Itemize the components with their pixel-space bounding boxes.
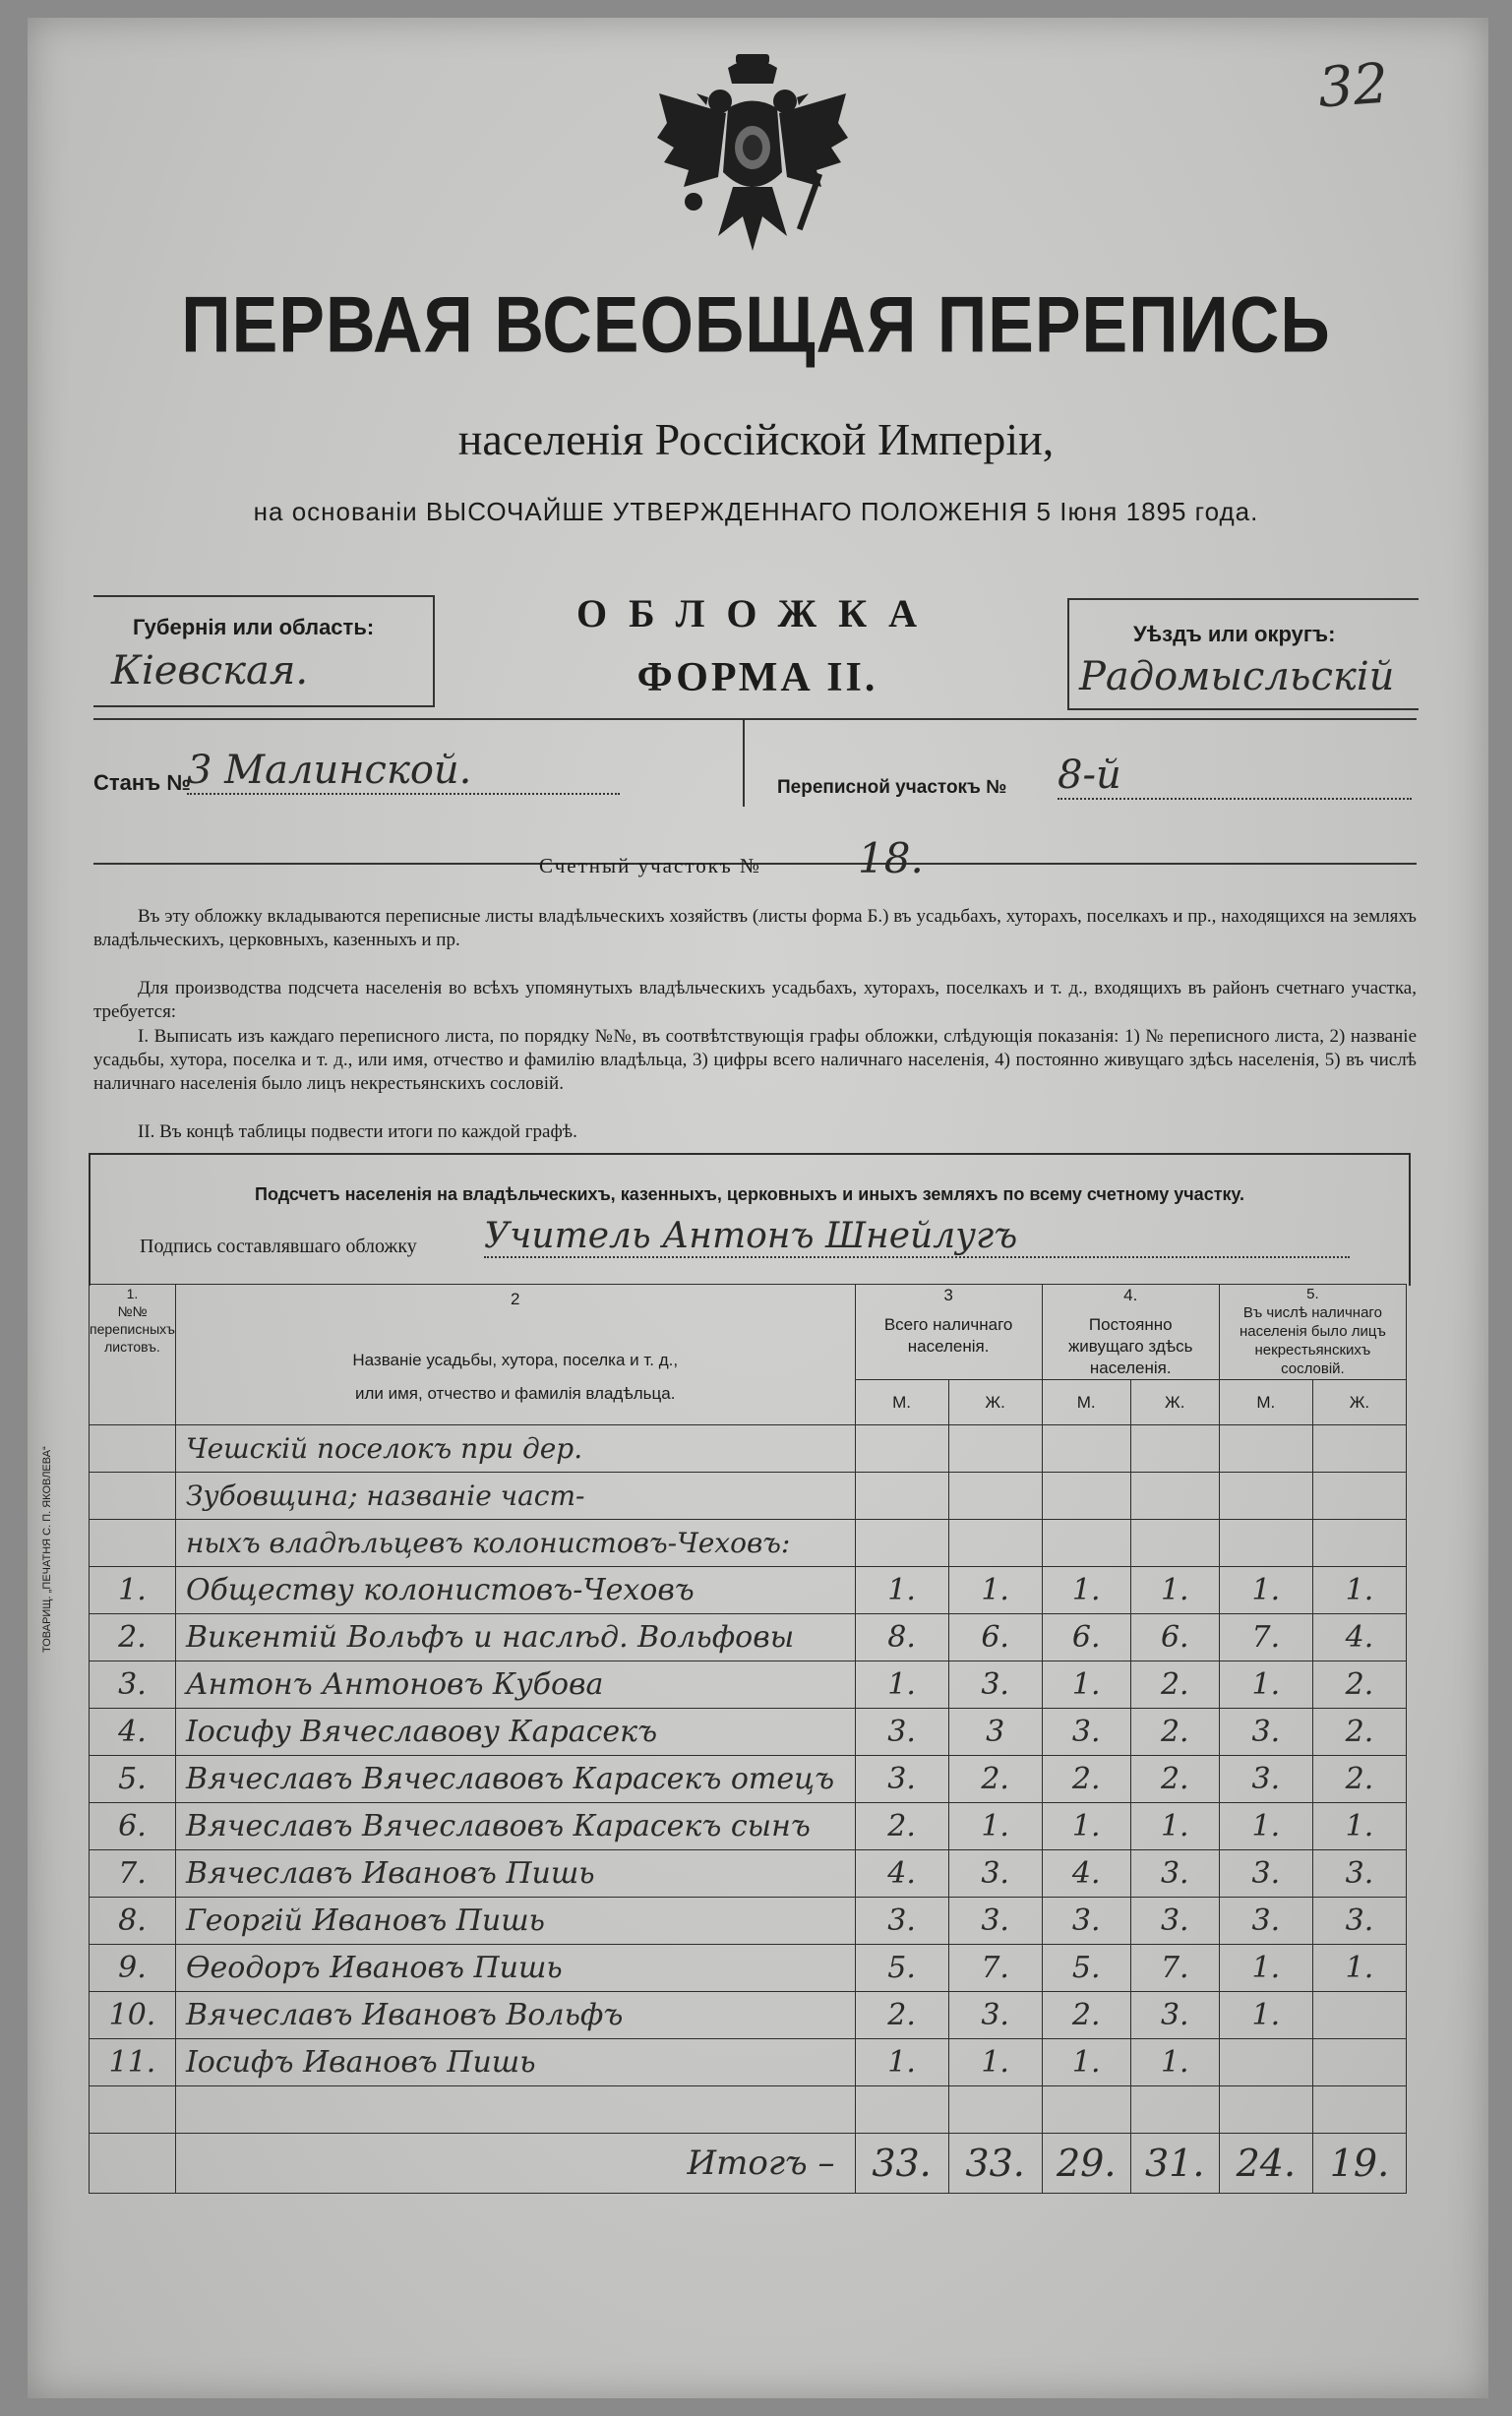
empty-value-cell <box>1312 1520 1406 1567</box>
col1-header: 1. №№ переписныхъ листовъ. <box>90 1285 176 1425</box>
uezd-label: Уѣздъ или округъ: <box>1133 622 1336 646</box>
col5-header: 5. Въ числѣ наличнаго населенія было лицъ некрестьянскихъ сословій. <box>1219 1285 1406 1380</box>
table-row <box>90 1756 1407 1803</box>
empty-number-cell <box>90 1425 176 1473</box>
table-intro-row <box>90 1473 1407 1520</box>
population-value: 2. <box>1130 1709 1219 1756</box>
population-value: 3. <box>1312 1898 1406 1945</box>
population-value: 1. <box>1219 1661 1312 1709</box>
population-value: 5. <box>1042 1945 1130 1992</box>
population-value: 1. <box>948 1567 1042 1614</box>
empty-value-cell <box>1042 1520 1130 1567</box>
total-value: 33. <box>948 2134 1042 2194</box>
population-value: 1. <box>1130 2039 1219 2086</box>
population-value <box>1312 2039 1406 2086</box>
instructions-paragraph-2: Для производства подсчета населенія во всѣхъ упомянутыхъ владѣльческихъ усадьбахъ, хуторахъ, поселкахъ и т. д., входящихъ въ районъ счетнаго участка, требуется: <box>93 978 1417 1022</box>
document-subtitle: населенія Россійской Имперіи, <box>457 414 1055 464</box>
schetny-label: Счетный участокъ № <box>539 854 762 877</box>
empty-number-cell <box>90 2134 176 2194</box>
owner-name: Антонъ Антоновъ Кубова <box>175 1661 855 1709</box>
population-value: 2. <box>1130 1661 1219 1709</box>
oblozhka-heading: ОБЛОЖКА <box>576 591 938 635</box>
total-value: 31. <box>1130 2134 1219 2194</box>
empty-value-cell <box>948 1473 1042 1520</box>
population-value: 3. <box>1130 1850 1219 1898</box>
empty-value-cell <box>1219 1425 1312 1473</box>
empty-value-cell <box>1130 2086 1219 2134</box>
census-table <box>89 1284 1407 2194</box>
population-value: 6. <box>1042 1614 1130 1661</box>
total-value: 29. <box>1042 2134 1130 2194</box>
row-number: 2. <box>90 1614 176 1661</box>
col2-header: 2 Названіе усадьбы, хутора, поселка и т. д., или имя, отчество и фамилія владѣльца. <box>175 1285 855 1425</box>
table-blank-row <box>90 2086 1407 2134</box>
row-number: 10. <box>90 1992 176 2039</box>
stan-label: Станъ № <box>93 770 191 795</box>
table-intro-row <box>90 1520 1407 1567</box>
population-value: 2. <box>1042 1756 1130 1803</box>
row-number: 7. <box>90 1850 176 1898</box>
district-divider <box>743 718 745 807</box>
empty-value-cell <box>1312 2086 1406 2134</box>
table-row <box>90 1850 1407 1898</box>
table-row <box>90 2039 1407 2086</box>
population-value: 1. <box>1219 1992 1312 2039</box>
table-row <box>90 1945 1407 1992</box>
empty-value-cell <box>948 1520 1042 1567</box>
population-value: 1. <box>1219 1945 1312 1992</box>
population-value <box>1312 1992 1406 2039</box>
population-value: 1. <box>1130 1567 1219 1614</box>
population-value <box>1219 2039 1312 2086</box>
population-value: 2. <box>1130 1756 1219 1803</box>
col5-m: М. <box>1219 1380 1312 1425</box>
empty-number-cell <box>90 1473 176 1520</box>
instructions-paragraph-3: I. Выписать изъ каждаго переписного листа, по порядку №№, въ соотвѣтствующія графы обложки, слѣдующія показанія: 1) № переписного листа, 2) названіе усадьбы, хутора, поселка и т. д., или имя, отчество и фамилію владѣльца, 3) цифры всего наличнаго населенія, 4) постоянно живущаго здѣсь населенія, 5) въ числѣ наличнаго населенія было лицъ некрестьянскихъ сословій. <box>93 1026 1417 1094</box>
schetny-value: 18. <box>858 834 924 882</box>
population-value: 2. <box>1042 1992 1130 2039</box>
table-row <box>90 1803 1407 1850</box>
total-label: Итогъ – <box>175 2134 855 2194</box>
population-value: 1. <box>855 2039 948 2086</box>
population-value: 3. <box>855 1709 948 1756</box>
instructions-paragraph-4: II. Въ концѣ таблицы подвести итоги по каждой графѣ. <box>138 1121 577 1142</box>
instructions-paragraph-1: Въ эту обложку вкладываются переписные листы владѣльческихъ хозяйствъ (листы форма Б.) въ усадьбахъ, хуторахъ, поселкахъ и пр., находящихся на земляхъ владѣльческихъ, церковныхъ, казенныхъ и пр. <box>93 906 1417 950</box>
owner-name: Викентій Вольфъ и наслѣд. Вольфовы <box>175 1614 855 1661</box>
table-caption-area <box>89 1153 1411 1286</box>
population-value: 3. <box>948 1661 1042 1709</box>
population-value: 3. <box>1312 1850 1406 1898</box>
population-value: 1. <box>1219 1567 1312 1614</box>
owner-name: Вячеславъ Вячеславовъ Карасекъ отецъ <box>175 1756 855 1803</box>
intro-line: Зубовщина; названіе част- <box>175 1473 855 1520</box>
empty-value-cell <box>855 1520 948 1567</box>
table-row <box>90 1567 1407 1614</box>
population-value: 1. <box>1312 1803 1406 1850</box>
population-value: 1. <box>1219 1803 1312 1850</box>
col4-m: М. <box>1042 1380 1130 1425</box>
owner-name: Обществу колонистовъ-Чеховъ <box>175 1567 855 1614</box>
population-value: 3. <box>1219 1850 1312 1898</box>
population-value: 3 <box>948 1709 1042 1756</box>
population-value: 4. <box>1042 1850 1130 1898</box>
table-row <box>90 1709 1407 1756</box>
row-number: 3. <box>90 1661 176 1709</box>
population-value: 2. <box>1312 1709 1406 1756</box>
empty-value-cell <box>1042 1425 1130 1473</box>
perepisnoy-label: Переписной участокъ № <box>777 777 1007 798</box>
empty-value-cell <box>855 1473 948 1520</box>
population-value: 1. <box>1042 1567 1130 1614</box>
row-number: 1. <box>90 1567 176 1614</box>
empty-value-cell <box>1219 2086 1312 2134</box>
population-value: 3. <box>948 1850 1042 1898</box>
uezd-box <box>1067 598 1419 710</box>
gubernia-label: Губернія или область: <box>133 615 375 639</box>
table-row <box>90 1898 1407 1945</box>
signature-value: Учитель Антонъ Шнейлугъ <box>484 1216 1350 1258</box>
population-value: 3. <box>855 1756 948 1803</box>
population-value: 3. <box>948 1992 1042 2039</box>
empty-value-cell <box>1042 2086 1130 2134</box>
empty-value-cell <box>948 1425 1042 1473</box>
population-value: 3. <box>1219 1898 1312 1945</box>
empty-value-cell <box>1130 1425 1219 1473</box>
population-value: 4. <box>1312 1614 1406 1661</box>
empty-name-cell <box>175 2086 855 2134</box>
population-value: 2. <box>855 1992 948 2039</box>
population-value: 5. <box>855 1945 948 1992</box>
population-value: 3. <box>1219 1709 1312 1756</box>
col4-zh: Ж. <box>1130 1380 1219 1425</box>
population-value: 3. <box>1130 1898 1219 1945</box>
total-value: 19. <box>1312 2134 1406 2194</box>
owner-name: Ѳеодоръ Ивановъ Пишь <box>175 1945 855 1992</box>
empty-value-cell <box>1219 1520 1312 1567</box>
population-value: 6. <box>1130 1614 1219 1661</box>
row-number: 6. <box>90 1803 176 1850</box>
owner-name: Вячеславъ Ивановъ Вольфъ <box>175 1992 855 2039</box>
population-value: 3. <box>1042 1898 1130 1945</box>
page-number: 32 <box>1315 51 1391 121</box>
imperial-eagle-emblem <box>649 54 856 266</box>
total-value: 33. <box>855 2134 948 2194</box>
table-row <box>90 1614 1407 1661</box>
intro-line: ныхъ владѣльцевъ колонистовъ-Чеховъ: <box>175 1520 855 1567</box>
totals-row <box>90 2134 1407 2194</box>
empty-value-cell <box>855 2086 948 2134</box>
population-value: 1. <box>948 2039 1042 2086</box>
perepisnoy-value: 8-й <box>1058 753 1412 800</box>
empty-value-cell <box>948 2086 1042 2134</box>
legal-basis: на основаніи ВЫСОЧАЙШЕ УТВЕРЖДЕННАГО ПОЛОЖЕНІЯ 5 Іюня 1895 года. <box>253 497 1259 526</box>
col3-zh: Ж. <box>948 1380 1042 1425</box>
empty-value-cell <box>1219 1473 1312 1520</box>
gubernia-value: Кіевская. <box>111 648 309 694</box>
table-row <box>90 1661 1407 1709</box>
population-value: 1. <box>1312 1945 1406 1992</box>
population-value: 3. <box>855 1898 948 1945</box>
population-value: 1. <box>855 1567 948 1614</box>
col3-header: 3 Всего наличнаго населенія. <box>855 1285 1042 1380</box>
population-value: 7. <box>1219 1614 1312 1661</box>
col5-zh: Ж. <box>1312 1380 1406 1425</box>
col3-m: М. <box>855 1380 948 1425</box>
population-value: 1. <box>1130 1803 1219 1850</box>
signature-label: Подпись составлявшаго обложку <box>140 1236 417 1257</box>
population-value: 1. <box>948 1803 1042 1850</box>
row-number: 8. <box>90 1898 176 1945</box>
population-value: 4. <box>855 1850 948 1898</box>
row-number: 5. <box>90 1756 176 1803</box>
table-row <box>90 1992 1407 2039</box>
table-caption: Подсчетъ населенія на владѣльческихъ, казенныхъ, церковныхъ и иныхъ земляхъ по всему счетному участку. <box>255 1184 1244 1204</box>
population-value: 1. <box>1312 1567 1406 1614</box>
population-value: 2. <box>855 1803 948 1850</box>
empty-number-cell <box>90 2086 176 2134</box>
table-intro-row <box>90 1425 1407 1473</box>
document-title: ПЕРВАЯ ВСЕОБЩАЯ ПЕРЕПИСЬ <box>181 280 1331 369</box>
owner-name: Вячеславъ Ивановъ Пишь <box>175 1850 855 1898</box>
population-value: 1. <box>855 1661 948 1709</box>
population-value: 2. <box>948 1756 1042 1803</box>
owner-name: Вячеславъ Вячеславовъ Карасекъ сынъ <box>175 1803 855 1850</box>
owner-name: Іосифъ Ивановъ Пишь <box>175 2039 855 2086</box>
gubernia-box <box>93 595 435 707</box>
empty-value-cell <box>855 1425 948 1473</box>
empty-value-cell <box>1312 1425 1406 1473</box>
empty-value-cell <box>1042 1473 1130 1520</box>
col4-header: 4. Постоянно живущаго здѣсь населенія. <box>1042 1285 1219 1380</box>
row-number: 9. <box>90 1945 176 1992</box>
intro-line: Чешскій поселокъ при дер. <box>175 1425 855 1473</box>
population-value: 1. <box>1042 1803 1130 1850</box>
total-value: 24. <box>1219 2134 1312 2194</box>
population-value: 3. <box>1219 1756 1312 1803</box>
printer-imprint: ТОВАРИЩ. „ПЕЧАТНЯ С. П. ЯКОВЛЕВА“ <box>41 1446 53 1653</box>
stan-value: 3 Малинской. <box>187 748 620 795</box>
population-value: 2. <box>1312 1661 1406 1709</box>
empty-value-cell <box>1130 1473 1219 1520</box>
row-number: 4. <box>90 1709 176 1756</box>
population-value: 1. <box>1042 1661 1130 1709</box>
population-value: 3. <box>948 1898 1042 1945</box>
population-value: 3. <box>1042 1709 1130 1756</box>
population-value: 7. <box>948 1945 1042 1992</box>
owner-name: Георгій Ивановъ Пишь <box>175 1898 855 1945</box>
population-value: 6. <box>948 1614 1042 1661</box>
population-value: 2. <box>1312 1756 1406 1803</box>
population-value: 7. <box>1130 1945 1219 1992</box>
forma-heading: ФОРМА II. <box>636 655 878 700</box>
uezd-value: Радомысльскій <box>1079 654 1395 699</box>
row-number: 11. <box>90 2039 176 2086</box>
owner-name: Іосифу Вячеславову Карасекъ <box>175 1709 855 1756</box>
population-value: 8. <box>855 1614 948 1661</box>
population-value: 1. <box>1042 2039 1130 2086</box>
empty-value-cell <box>1130 1520 1219 1567</box>
empty-number-cell <box>90 1520 176 1567</box>
population-value: 3. <box>1130 1992 1219 2039</box>
empty-value-cell <box>1312 1473 1406 1520</box>
